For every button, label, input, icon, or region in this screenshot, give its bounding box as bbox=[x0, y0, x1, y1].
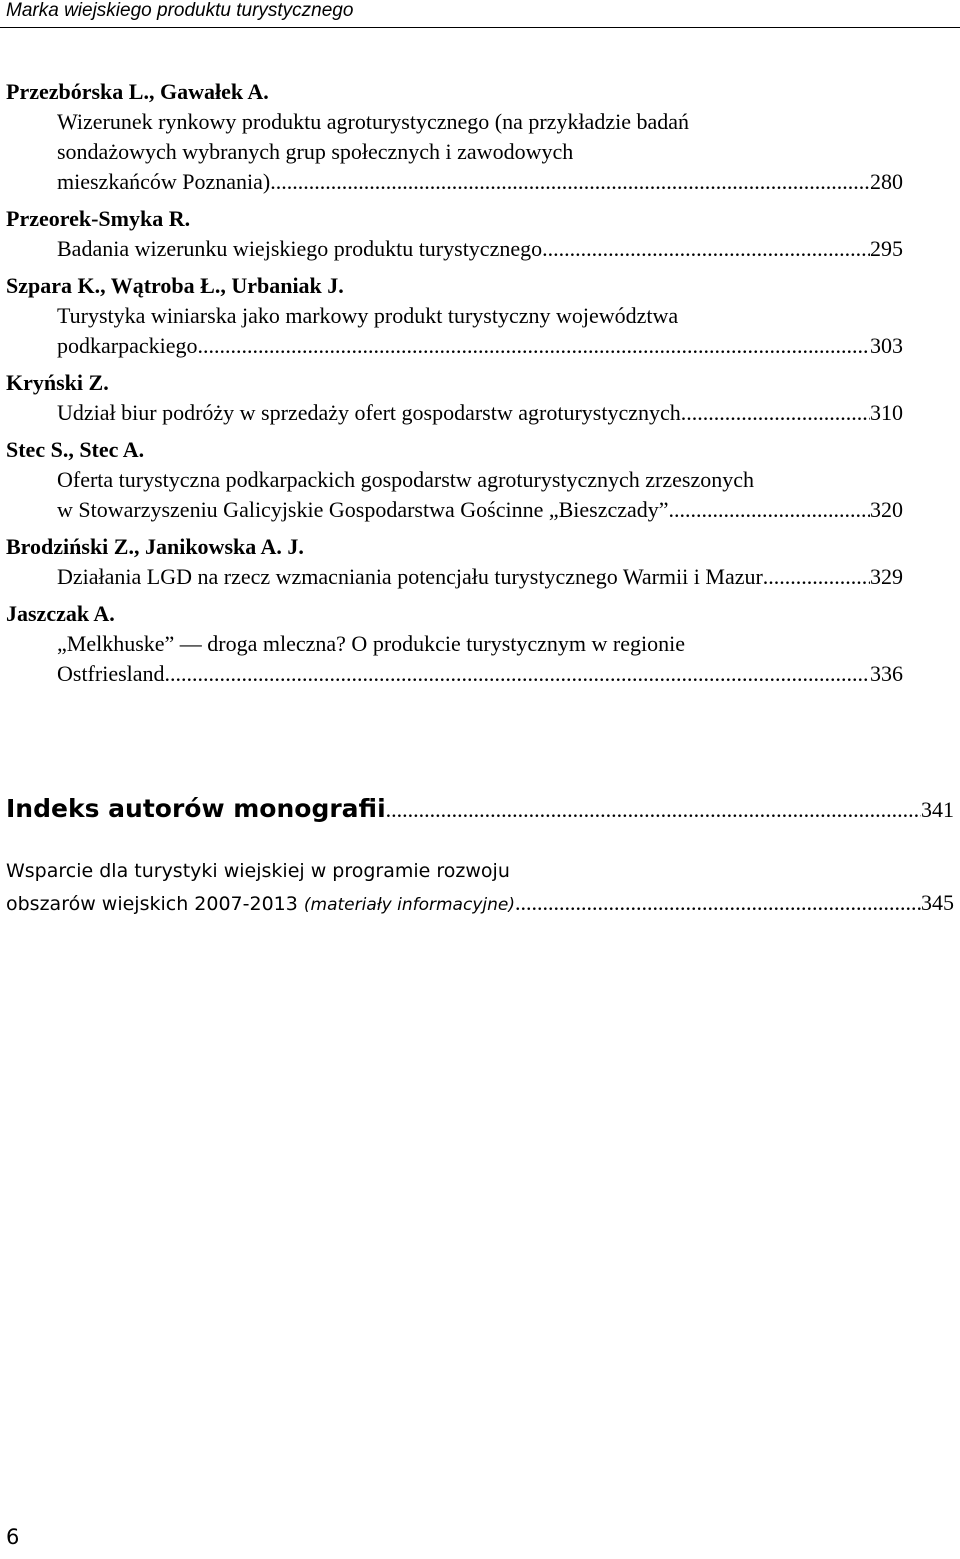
entry-title-line: Turystyka winiarska jako markowy produkt turystyczny województwa bbox=[57, 303, 679, 328]
dot-leader bbox=[681, 398, 870, 428]
entry-title-last-line bbox=[57, 167, 903, 197]
dot-leader bbox=[386, 797, 921, 823]
toc-entry-support-materials[interactable] bbox=[6, 856, 954, 921]
page-ref: 341 bbox=[921, 797, 954, 822]
dot-leader bbox=[763, 562, 870, 592]
running-header bbox=[0, 0, 960, 28]
entry-title-text: podkarpackiego bbox=[57, 333, 198, 358]
toc-entry[interactable] bbox=[0, 435, 960, 525]
entry-title-text: w Stowarzyszeniu Galicyjskie Gospodarstwa Gościnne „Bieszczady” bbox=[57, 497, 669, 522]
entry-title-text: Badania wizerunku wiejskiego produktu turystycznego bbox=[57, 236, 543, 261]
entry-title-last-line bbox=[57, 234, 903, 264]
entry-author: Jaszczak A. bbox=[6, 601, 115, 626]
entry-title-text: mieszkańców Poznania) bbox=[57, 169, 271, 194]
dot-leader bbox=[198, 331, 871, 361]
entry-title bbox=[0, 629, 903, 689]
entry-title-line: „Melkhuske” — droga mleczna? O produkcie turystycznym w regionie bbox=[57, 631, 686, 656]
entry-author: Brodziński Z., Janikowska A. J. bbox=[6, 534, 304, 559]
running-header-title: Marka wiejskiego produktu turystycznego bbox=[6, 0, 354, 21]
entry-title bbox=[0, 234, 903, 264]
toc-entry-author-index[interactable] bbox=[6, 794, 954, 823]
toc-entry[interactable] bbox=[0, 271, 960, 361]
entry-title bbox=[0, 107, 903, 197]
entry-title bbox=[0, 301, 903, 361]
entry-title-last-line bbox=[57, 659, 903, 689]
dot-leader bbox=[515, 887, 921, 918]
entry-title-text: Ostfriesland bbox=[57, 661, 165, 686]
dot-leader bbox=[165, 659, 870, 689]
entry-author: Przezbórska L., Gawałek A. bbox=[6, 79, 269, 104]
entry-author: Szpara K., Wątroba Ł., Urbaniak J. bbox=[6, 273, 344, 298]
support-title-last-line bbox=[6, 887, 954, 921]
entry-title-line: sondażowych wybranych grup społecznych i zawodowych bbox=[57, 139, 574, 164]
page-ref: 310 bbox=[870, 400, 903, 425]
entry-author: Przeorek-Smyka R. bbox=[6, 206, 191, 231]
page-ref: 320 bbox=[870, 497, 903, 522]
entry-title-line: Oferta turystyczna podkarpackich gospodarstw agroturystycznych zrzeszonych bbox=[57, 467, 755, 492]
entry-title-last-line bbox=[57, 331, 903, 361]
author-index-title: Indeks autorów monografii bbox=[6, 794, 386, 823]
entry-title-line: Wizerunek rynkowy produktu agroturystycznego (na przykładzie badań bbox=[57, 109, 689, 134]
entry-title bbox=[0, 465, 903, 525]
page-ref: 336 bbox=[870, 661, 903, 686]
dot-leader bbox=[270, 167, 870, 197]
toc-entry[interactable] bbox=[0, 77, 960, 197]
entry-title bbox=[0, 562, 903, 592]
page-ref: 345 bbox=[921, 890, 954, 915]
dot-leader bbox=[669, 495, 870, 525]
support-title-text: obszarów wiejskich 2007-2013 bbox=[6, 893, 304, 915]
entry-title bbox=[0, 398, 903, 428]
entry-title-text: Działania LGD na rzecz wzmacniania potencjału turystycznego Warmii i Mazur bbox=[57, 564, 763, 589]
toc-entry[interactable] bbox=[0, 204, 960, 264]
page-ref: 329 bbox=[870, 564, 903, 589]
toc-entry[interactable] bbox=[0, 532, 960, 592]
page-ref: 280 bbox=[870, 169, 903, 194]
entry-title-text: Udział biur podróży w sprzedaży ofert gospodarstw agroturystycznych bbox=[57, 400, 681, 425]
entry-title-last-line bbox=[57, 495, 903, 525]
table-of-contents bbox=[0, 70, 960, 689]
entry-title-last-line bbox=[57, 562, 903, 592]
page-ref: 303 bbox=[870, 333, 903, 358]
toc-entry[interactable] bbox=[0, 599, 960, 689]
entry-title-last-line bbox=[57, 398, 903, 428]
dot-leader bbox=[542, 234, 870, 264]
entry-author: Kryński Z. bbox=[6, 370, 109, 395]
entry-author: Stec S., Stec A. bbox=[6, 437, 145, 462]
support-title-line: Wsparcie dla turystyki wiejskiej w programie rozwoju bbox=[6, 860, 510, 882]
toc-entry[interactable] bbox=[0, 368, 960, 428]
support-note: (materiały informacyjne) bbox=[303, 895, 515, 915]
page-number: 6 bbox=[6, 1525, 20, 1549]
page-ref: 295 bbox=[870, 236, 903, 261]
